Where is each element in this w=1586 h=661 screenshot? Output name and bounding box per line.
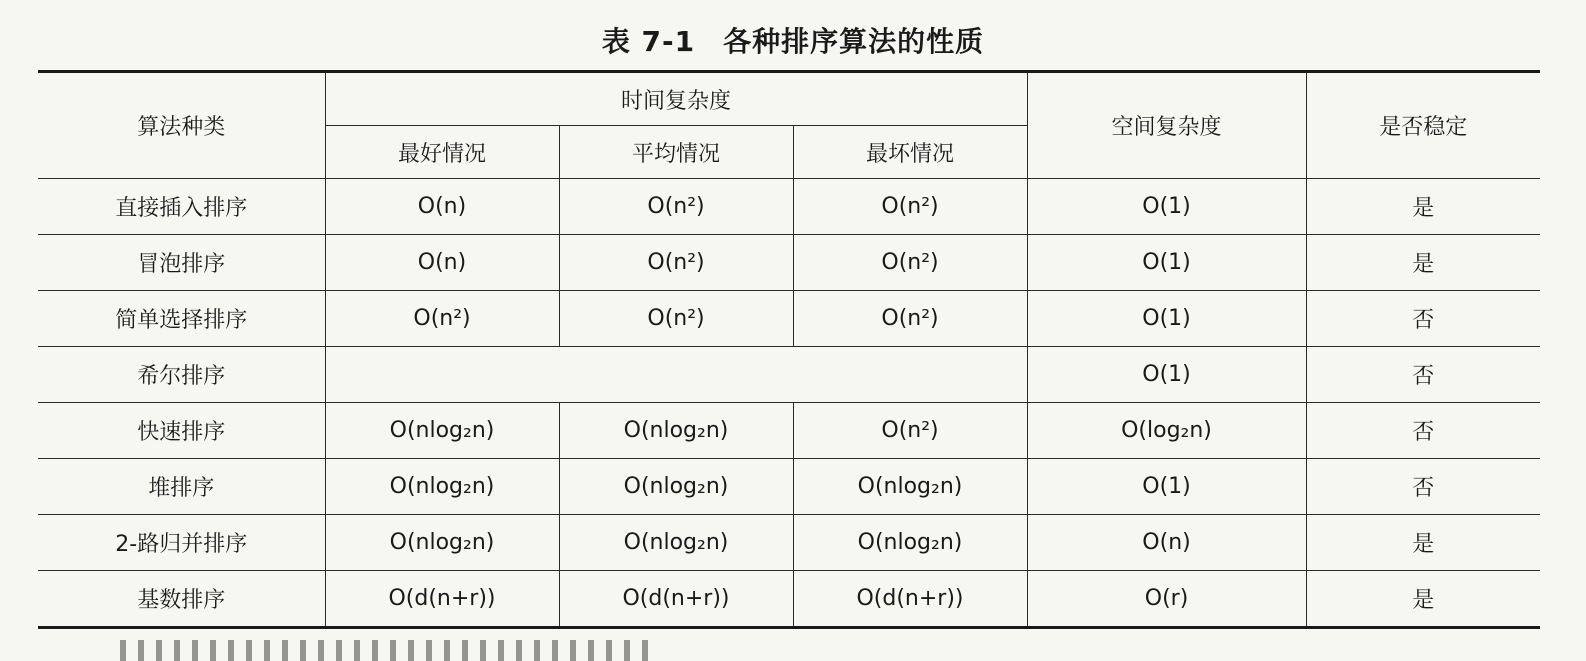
table-title: 各种排序算法的性质 (723, 25, 985, 58)
stable-flag: 否 (1306, 291, 1540, 347)
space-complexity: O(n) (1027, 515, 1306, 571)
space-complexity: O(1) (1027, 235, 1306, 291)
stable-flag: 否 (1306, 403, 1540, 459)
best-case: O(nlog₂n) (325, 459, 559, 515)
table-row (38, 179, 1540, 235)
algorithm-name: 直接插入排序 (38, 179, 325, 235)
average-case: O(nlog₂n) (559, 459, 793, 515)
stable-flag: 否 (1306, 459, 1540, 515)
table-row (38, 571, 1540, 628)
space-complexity: O(r) (1027, 571, 1306, 628)
best-case: O(n²) (325, 291, 559, 347)
average-case: O(nlog₂n) (559, 515, 793, 571)
stable-flag: 是 (1306, 571, 1540, 628)
space-complexity: O(1) (1027, 459, 1306, 515)
space-complexity: O(log₂n) (1027, 403, 1306, 459)
worst-case: O(n²) (793, 179, 1027, 235)
best-case: O(n) (325, 179, 559, 235)
average-case: O(n²) (559, 235, 793, 291)
algorithm-name: 简单选择排序 (38, 291, 325, 347)
header-space-complexity: 空间复杂度 (1027, 72, 1306, 179)
algorithm-name: 基数排序 (38, 571, 325, 628)
stable-flag: 否 (1306, 347, 1540, 403)
header-algorithm: 算法种类 (38, 72, 325, 179)
sorting-properties-table (38, 70, 1540, 629)
worst-case: O(nlog₂n) (793, 515, 1027, 571)
table-number: 表 7-1 (601, 25, 696, 58)
space-complexity: O(1) (1027, 179, 1306, 235)
next-heading-fragment (120, 640, 660, 661)
table-caption (0, 20, 1586, 60)
table-row (38, 459, 1540, 515)
best-case: O(nlog₂n) (325, 515, 559, 571)
best-case: O(nlog₂n) (325, 403, 559, 459)
header-row (38, 72, 1540, 126)
space-complexity: O(1) (1027, 291, 1306, 347)
algorithm-name: 2-路归并排序 (38, 515, 325, 571)
algorithm-name: 快速排序 (38, 403, 325, 459)
table-row (38, 347, 1540, 403)
space-complexity: O(1) (1027, 347, 1306, 403)
table-row (38, 403, 1540, 459)
time-complexity-merged (325, 347, 1027, 403)
worst-case: O(n²) (793, 403, 1027, 459)
worst-case: O(nlog₂n) (793, 459, 1027, 515)
algorithm-name: 希尔排序 (38, 347, 325, 403)
best-case: O(n) (325, 235, 559, 291)
stable-flag: 是 (1306, 515, 1540, 571)
worst-case: O(n²) (793, 235, 1027, 291)
algorithm-name: 冒泡排序 (38, 235, 325, 291)
stable-flag: 是 (1306, 235, 1540, 291)
header-worst-case: 最坏情况 (793, 126, 1027, 179)
worst-case: O(d(n+r)) (793, 571, 1027, 628)
average-case: O(n²) (559, 291, 793, 347)
table-row (38, 291, 1540, 347)
best-case: O(d(n+r)) (325, 571, 559, 628)
header-stable: 是否稳定 (1306, 72, 1540, 179)
table-row (38, 515, 1540, 571)
average-case: O(n²) (559, 179, 793, 235)
average-case: O(nlog₂n) (559, 403, 793, 459)
table-row (38, 235, 1540, 291)
cropped-text-decoration (120, 640, 660, 661)
header-best-case: 最好情况 (325, 126, 559, 179)
stable-flag: 是 (1306, 179, 1540, 235)
header-time-complexity: 时间复杂度 (325, 72, 1027, 126)
header-average-case: 平均情况 (559, 126, 793, 179)
average-case: O(d(n+r)) (559, 571, 793, 628)
algorithm-name: 堆排序 (38, 459, 325, 515)
worst-case: O(n²) (793, 291, 1027, 347)
